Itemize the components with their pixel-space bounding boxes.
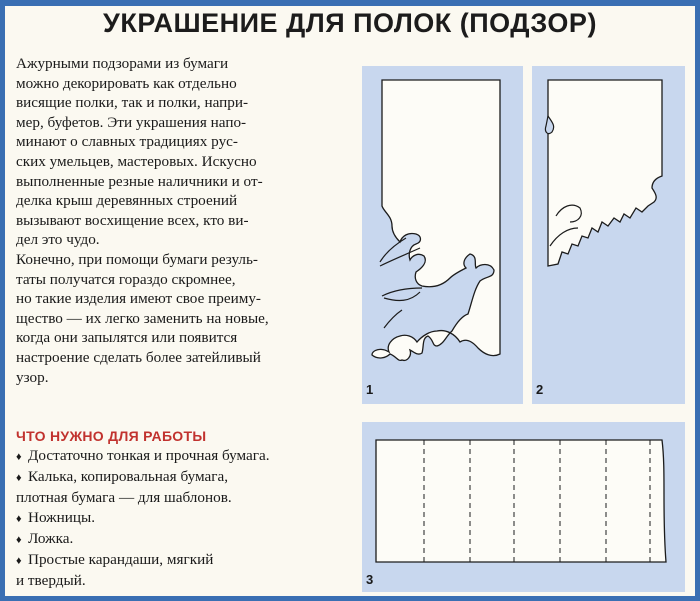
- text-line: Ажурными подзорами из бумаги: [16, 55, 229, 72]
- text-line: ских умельцев, мастеровых. Искусно: [16, 152, 257, 170]
- materials-heading: ЧТО НУЖНО ДЛЯ РАБОТЫ: [16, 428, 207, 444]
- list-item-text: и твердый.: [16, 572, 86, 589]
- text-line: но такие изделия имеют свое преиму-: [16, 290, 261, 308]
- text-line: узор.: [16, 368, 49, 386]
- text-line: выполненные резные наличники и от-: [16, 172, 263, 190]
- text-line: минают о славных традициях рус-: [16, 133, 238, 151]
- figure-1-label: 1: [366, 382, 374, 397]
- figure-2-label: 2: [536, 382, 544, 397]
- text-line: висящие полки, так и полки, напри-: [16, 94, 249, 112]
- text-line: мер, буфетов. Эти украшения напо-: [16, 113, 247, 131]
- figure-3-outline: [376, 440, 666, 562]
- figure-2-outline: [548, 80, 662, 266]
- text-line: делка крыш деревянных строений: [16, 192, 238, 210]
- diamond-bullet-icon: ♦: [16, 555, 22, 567]
- figure-2-pattern: [532, 66, 685, 404]
- list-item-text: Простые карандаши, мягкий: [28, 551, 214, 568]
- list-item-text: плотная бумага — для шаблонов.: [16, 489, 232, 506]
- list-item: [16, 550, 356, 591]
- figure-1-pattern: [362, 66, 523, 404]
- text-line: можно декорировать как отдельно: [16, 74, 237, 92]
- figure-3-label: 3: [366, 572, 374, 587]
- text-line: Конечно, при помощи бумаги резуль-: [16, 250, 258, 268]
- list-item: [16, 446, 356, 467]
- diamond-bullet-icon: ♦: [16, 472, 22, 484]
- figure-1-panel: [362, 66, 523, 404]
- list-item: [16, 467, 356, 508]
- diamond-bullet-icon: ♦: [16, 451, 22, 463]
- list-item-text: Достаточно тонкая и прочная бумага.: [28, 447, 270, 464]
- text-line: таты получатся гораздо скромнее,: [16, 270, 236, 288]
- list-item-text: Ножницы.: [28, 509, 96, 526]
- list-item-text: Калька, копировальная бумага,: [28, 468, 228, 485]
- figure-1-outline: [372, 80, 500, 360]
- page-title: УКРАШЕНИЕ ДЛЯ ПОЛОК (ПОДЗОР): [103, 8, 597, 38]
- list-item: [16, 508, 356, 529]
- intro-paragraph-2: [16, 250, 351, 387]
- figure-3-pattern: [362, 422, 685, 592]
- text-line: дел это чудо.: [16, 231, 100, 249]
- figure-2-panel: [532, 66, 685, 404]
- figure-3-panel: [362, 422, 685, 592]
- text-line: вызывают восхищение всех, кто ви-: [16, 211, 249, 229]
- figure-1-leaf-line: [384, 310, 402, 328]
- intro-paragraph-1: [16, 54, 351, 250]
- list-item-text: Ложка.: [28, 530, 74, 547]
- figure-1-leaf-line: [380, 248, 420, 266]
- text-line: когда они запылятся или появится: [16, 329, 238, 347]
- text-line: настроение сделать более затейливый: [16, 348, 261, 366]
- figure-1-leaf-line: [380, 238, 406, 262]
- diamond-bullet-icon: ♦: [16, 534, 22, 546]
- diamond-bullet-icon: ♦: [16, 513, 22, 525]
- intro-text: [16, 54, 351, 387]
- list-item: [16, 529, 356, 550]
- materials-list: [16, 446, 356, 591]
- text-line: щество — их легко заменить на новые,: [16, 309, 269, 327]
